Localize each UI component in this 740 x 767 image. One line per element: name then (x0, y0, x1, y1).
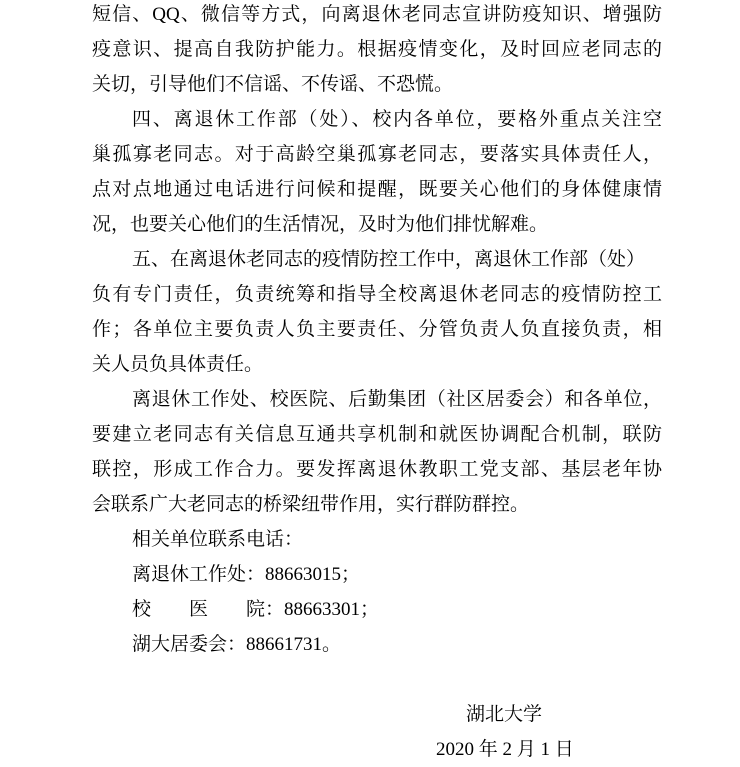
document-line: 关人员负具体责任。 (92, 354, 264, 375)
signature-date: 2020 年 2 月 1 日 (436, 739, 574, 760)
document-line: 负有专门责任，负责统筹和指导全校离退休老同志的疫情防控工 (92, 284, 662, 305)
document-line: 短信、QQ、微信等方式，向离退休老同志宣讲防疫知识、增强防 (92, 4, 662, 25)
document-line: 四、离退休工作部（处）、校内各单位，要格外重点关注空 (132, 109, 662, 130)
document-line: 会联系广大老同志的桥梁纽带作用，实行群防群控。 (92, 494, 530, 515)
document-line: 要建立老同志有关信息互通共享机制和就医协调配合机制，联防 (92, 424, 662, 445)
document-line: 离退休工作处、校医院、后勤集团（社区居委会）和各单位， (132, 389, 662, 410)
signature-organization: 湖北大学 (466, 704, 543, 725)
document-line: 况，也要关心他们的生活情况，及时为他们排忧解难。 (92, 214, 549, 235)
document-line: 作；各单位主要负责人负主要责任、分管负责人负直接负责，相 (92, 319, 662, 340)
document-line: 相关单位联系电话： (132, 529, 304, 550)
document-line: 联控，形成工作合力。要发挥离退休教职工党支部、基层老年协 (92, 459, 662, 480)
document-line: 五、在离退休老同志的疫情防控工作中，离退休工作部（处） (132, 249, 646, 270)
document-line: 点对点地通过电话进行问候和提醒，既要关心他们的身体健康情 (92, 179, 662, 200)
document-line: 关切，引导他们不信谣、不传谣、不恐慌。 (92, 74, 454, 95)
document-line: 疫意识、提高自我防护能力。根据疫情变化，及时回应老同志的 (92, 39, 662, 60)
document-line: 校 医 院：88663301； (132, 599, 380, 620)
document-line: 离退休工作处：88663015； (132, 564, 361, 585)
document-line: 湖大居委会：88661731。 (132, 634, 342, 655)
document-line: 巢孤寡老同志。对于高龄空巢孤寡老同志，要落实具体责任人， (92, 144, 662, 165)
